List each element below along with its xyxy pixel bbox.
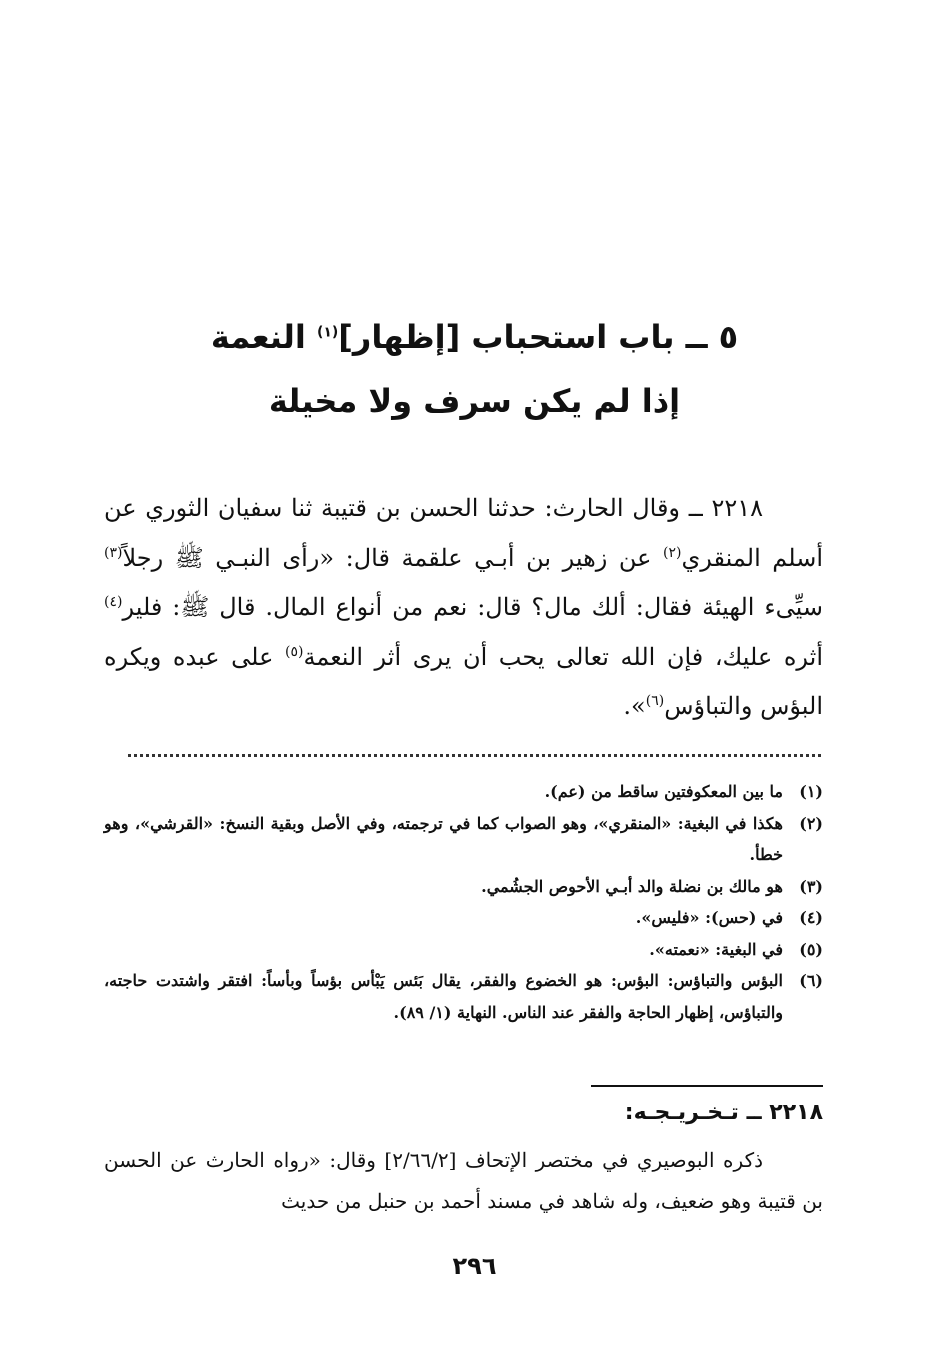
takhrij-body: ذكره البوصيري في مختصر الإتحاف [٢/٦٦/٢] وقال: «رواه الحارث عن الحسن بن قتيبة وهو ضعيف، وله شاهد في مسند أحمد بن حنبل من حديث [104, 1148, 823, 1213]
footnote-number: (٤) [799, 908, 823, 927]
footnote-number: (٦) [799, 971, 823, 990]
footnote-ref-6: (٦) [645, 693, 665, 709]
footnote-separator [128, 746, 821, 757]
footnote-number: (٣) [799, 876, 823, 896]
takhrij-text [104, 1140, 823, 1222]
takhrij-heading: ٢٢١٨ ــ تـخـريـجـه: [624, 1100, 823, 1125]
takhrij-paragraph [104, 1140, 823, 1222]
footnote-ref-2: (٢) [663, 544, 682, 561]
footnote-number: (١) [799, 782, 823, 801]
footnote-item [104, 965, 823, 1028]
footnote-number: (٢) [799, 813, 823, 833]
hadith-segment-5: على عبده ويكره البؤس والتباؤس [104, 642, 823, 720]
chapter-title-main: ٥ ــ باب استحباب [إظهار] [338, 318, 739, 356]
footnote-text: ما بين المعكوفتين ساقط من (عم). [544, 782, 783, 801]
chapter-title-line-2: إذا لم يكن سرف ولا مخيلة [268, 382, 681, 420]
footnote-text: هو مالك بن نضلة والد أبـي الأحوص الجشُمي. [481, 876, 783, 896]
footnote-item [104, 808, 823, 871]
footnote-text: في البغية: «نعمته». [649, 939, 783, 959]
footnote-text: هكذا في البغية: «المنقري»، وهو الصواب كما في ترجمته، وفي الأصل وبقية النسخ: «القرشي»، وهو خطأ. [104, 813, 783, 864]
footnote-item [104, 934, 823, 966]
footnotes [104, 776, 823, 1028]
chapter-title-end: النعمة [210, 318, 317, 356]
footnote-item [104, 871, 823, 903]
footnote-text: البؤس والتباؤس: البؤس: هو الخضوع والفقر، يقال بَئس يَبْأس بؤساً وبأساً: افتقر واشتدت حاجته، والتباؤس، إظهار الحاجة والفقر عند الناس. النهاية (١/ ٨٩). [104, 971, 784, 1022]
chapter-title-line-1 [120, 305, 829, 369]
hadith-segment-3: سيِّىء الهيئة فقال: ألك مال؟ قال: نعم من أنواع المال. قال ﷺ: فلير [122, 593, 823, 621]
footnote-ref-3: (٣) [104, 544, 123, 561]
takhrij-rule [591, 1085, 823, 1087]
hadith-segment-4: أثره عليك، فإن الله تعالى يحب أن يرى أثر النعمة [303, 642, 824, 671]
footnote-ref-4: (٤) [104, 594, 123, 610]
footnote-ref-5: (٥) [285, 643, 304, 660]
hadith-paragraph [104, 484, 823, 732]
footnote-text: في (حس): «فليس». [635, 908, 783, 927]
hadith-segment-2: عن زهير بن أبـي علقمة قال: «رأى النبـي ﷺ رجلاً [122, 543, 664, 572]
page-number: ٢٩٦ [452, 1252, 497, 1280]
chapter-title [120, 305, 829, 433]
footnote-number: (٥) [799, 939, 823, 959]
hadith-segment-6: ». [623, 692, 646, 720]
footnote-item [104, 902, 823, 934]
footnote-item [104, 776, 823, 808]
hadith-segment-1: ٢٢١٨ ــ وقال الحارث: حدثنا الحسن بن قتيبة ثنا سفيان الثوري عن أسلم المنقري [104, 494, 823, 572]
hadith-text [104, 484, 823, 732]
footnote-ref-1: (١) [316, 324, 339, 341]
